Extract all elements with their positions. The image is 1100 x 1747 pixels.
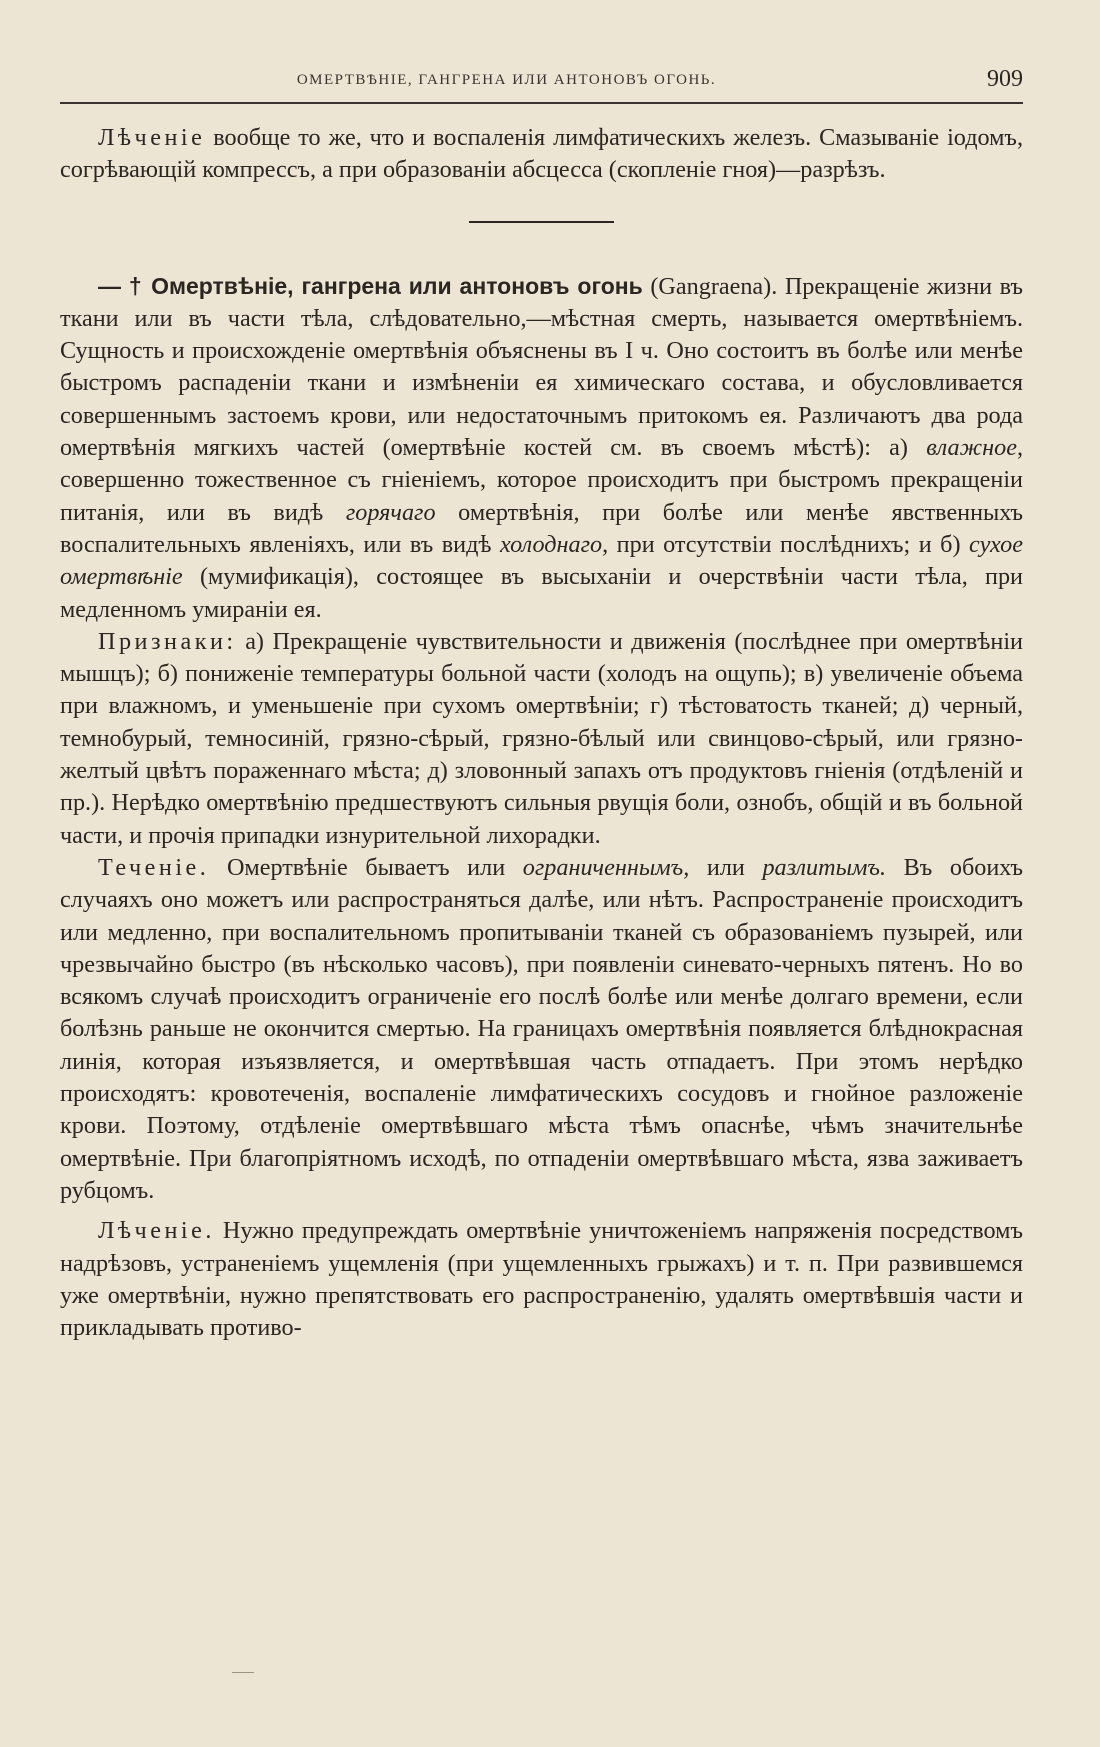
paragraph-treatment	[60, 1215, 1023, 1344]
italic-term: горячаго	[345, 498, 436, 526]
paragraph-text: (Gangraena). Прекращеніе жизни въ ткани или въ части тѣла, слѣдовательно,—мѣстная смерть, называется омертвѣніемъ. Сущность и происхожденіе омертвѣнія объяснены въ I ч. Оно состоитъ въ болѣе или менѣе быстромъ распаденіи ткани и измѣненіи ея химическаго состава, и обусловливается совершеннымъ застоемъ крови, или недостаточнымъ притокомъ ея. Различаютъ два рода омертвѣнія мягкихъ частей (омертвѣніе костей см. въ своемъ мѣстѣ): а)	[60, 272, 1024, 462]
page-number: 909	[987, 66, 1023, 92]
paragraph-text: Омертвѣніе бываетъ или	[209, 853, 523, 881]
paragraph-treatment-intro	[60, 122, 1023, 187]
running-head: ОМЕРТВѢНІЕ, ГАНГРЕНА ИЛИ АНТОНОВЪ ОГОНЬ.	[296, 72, 717, 88]
page-body	[60, 122, 1023, 1344]
paragraph-text: омертвѣнія, при болѣе или менѣе явственныхъ воспалительныхъ явленіяхъ, или въ видѣ	[60, 498, 1023, 558]
paragraph-text: вообще то же, что и воспаленія лимфатическихъ железъ. Смазываніе іодомъ, согрѣвающій компрессъ, а при образованіи абсцесса (скопленіе гноя)—разрѣзъ.	[60, 124, 1023, 184]
footer-mark	[232, 1672, 254, 1673]
paragraph-text: Нужно предупреждать омертвѣніе уничтоженіемъ напряженія посредствомъ надрѣзовъ, устраненіемъ ущемленія (при ущемленныхъ грыжахъ) и т. п. При развившемся уже омертвѣніи, нужно препятствовать его распространенію, удалять омертвѣвшія части и прикладывать противо-	[60, 1217, 1023, 1342]
paragraph-text: или	[689, 853, 763, 881]
section-label: Признаки:	[98, 627, 237, 655]
italic-term: сухое омертвѣніе	[60, 530, 1023, 591]
paragraph-text: а) Прекращеніе чувствительности и движенія (послѣднее при омертвѣніи мышцъ); б) пониженіе температуры больной части (холодъ на ощупь); в) увеличеніе объема при влажномъ, и уменьшеніе при сухомъ омертвѣніи; г) тѣстоватость тканей; д) черный, темнобурый, темносиній, грязно-сѣрый, грязно-бѣлый или свинцово-сѣрый, или грязно-желтый цвѣтъ пораженнаго мѣста; д) зловонный запахъ отъ продуктовъ гніенія (отдѣленій и пр.). Нерѣдко омертвѣнію предшествуютъ сильныя рвущія боли, ознобъ, общій и въ больной части, и прочія припадки изнурительной лихорадки.	[60, 627, 1023, 849]
italic-term: холоднаго,	[500, 530, 609, 558]
paragraph-text: при отсутствіи послѣднихъ; и б)	[608, 530, 970, 558]
italic-term: влажное	[926, 434, 1017, 462]
paragraph-symptoms	[60, 626, 1023, 852]
page-header	[60, 64, 1023, 104]
paragraph-gangrene-definition	[60, 270, 1023, 626]
section-divider	[469, 221, 614, 223]
section-label: Теченіе.	[98, 853, 210, 881]
paragraph-text: , совершенно тожественное съ гніеніемъ, которое происходитъ при быстромъ прекращеніи питанія, или въ видѣ	[60, 434, 1023, 526]
paragraph-course	[60, 852, 1023, 1207]
paragraph-text: (мумификація), состоящее въ высыханіи и очерствѣніи части тѣла, при медленномъ умираніи ея.	[60, 563, 1023, 623]
section-label: Лѣченіе	[98, 124, 206, 151]
italic-term: ограниченнымъ,	[522, 853, 690, 881]
italic-term: разлитымъ.	[762, 853, 887, 881]
article-title: — † Омертвѣніе, гангрена или антоновъ огонь	[98, 272, 643, 299]
paragraph-text: Въ обоихъ случаяхъ оно можетъ или распространяться далѣе, или нѣтъ. Распространеніе происходитъ или медленно, при воспалительномъ пропитываніи тканей съ образованіемъ пузырей, или чрезвычайно быстро (въ нѣсколько часовъ), при появленіи синевато-черныхъ пятенъ. Но во всякомъ случаѣ происходитъ ограниченіе его послѣ болѣе или менѣе долгаго времени, если болѣзнь раньше не окончится смертью. На границахъ омертвѣнія появляется блѣднокрасная линія, которая изъязвляется, и омертвѣвшая часть отпадаетъ. При этомъ нерѣдко происходятъ: кровотеченія, воспаленіе лимфатическихъ сосудовъ и гнойное разложеніе крови. Поэтому, отдѣленіе омертвѣвшаго мѣста тѣмъ опаснѣе, чѣмъ значительнѣе омертвѣніе. При благопріятномъ исходѣ, по отпаденіи омертвѣвшаго мѣста, язва заживаетъ рубцомъ.	[60, 853, 1023, 1204]
paragraph-gap	[60, 1207, 1023, 1215]
section-label: Лѣченіе.	[98, 1217, 215, 1245]
